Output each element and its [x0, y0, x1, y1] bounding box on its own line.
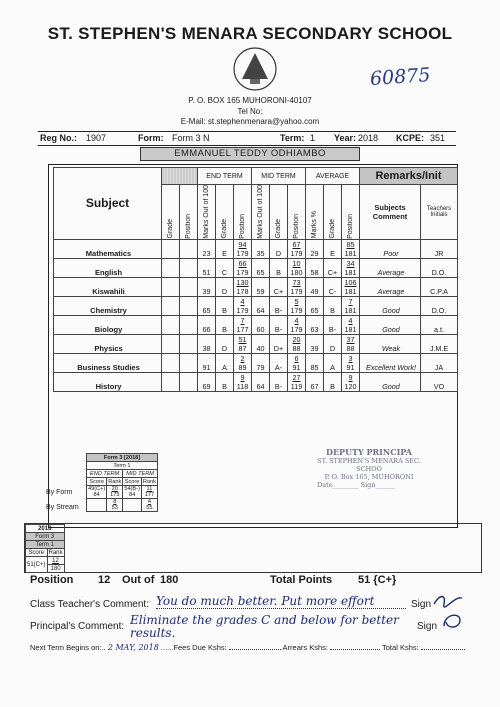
name: Business Studies [77, 362, 140, 372]
initials: J.M.E [429, 343, 449, 353]
mid-grade: B- [274, 381, 283, 391]
avg-grade: B [330, 305, 335, 315]
position-col: Position [185, 213, 192, 239]
end-pos: 130 [236, 277, 249, 287]
table-row [54, 277, 458, 296]
position-label: Position [30, 574, 74, 586]
end-pos: 51 [238, 334, 247, 344]
initials: JR [434, 248, 444, 258]
mid-marks: 35 [256, 248, 265, 258]
avg-grade: C+ [327, 267, 338, 277]
kcpe-value: 351 [430, 133, 446, 143]
end-marks: 65 [202, 305, 211, 315]
form-end-rank-sub: 175 [110, 492, 120, 498]
subject-name [54, 296, 162, 315]
form-end-rank: 20 [111, 486, 118, 492]
avg-position-col: Position [347, 213, 354, 239]
table-row [54, 239, 458, 258]
summary-rank-h2: Rank [142, 478, 156, 485]
end-term-header: END TERM [198, 168, 252, 185]
average-header: AVERAGE [306, 168, 360, 185]
school-tel: Tel No: [237, 107, 263, 116]
end-grade: B [222, 381, 227, 391]
comment: Average [377, 267, 405, 277]
term-summary-table [86, 453, 158, 512]
initials: D.O. [431, 267, 447, 277]
name: Physics [94, 343, 123, 353]
deputy-principal-stamp: DEPUTY PRINCIPA ST. STEPHEN'S MENARA SEC. SCHOO P. O. Box 165, MUHORONI Date________ Sign______ [313, 447, 425, 507]
end-marks: 66 [202, 324, 211, 334]
subject-name [54, 258, 162, 277]
subject-name [54, 239, 162, 258]
mid-of: 180 [290, 267, 303, 277]
end-grade: D [221, 343, 228, 353]
term-value: 1 [310, 133, 316, 143]
handwritten-number: 60875 [369, 63, 432, 91]
mid-grade: C+ [273, 286, 284, 296]
comment: Good [382, 324, 400, 334]
stamp-sign: Sign [360, 481, 376, 489]
end-of: 118 [236, 381, 249, 391]
avg-of: 88 [346, 343, 355, 353]
mid-pos: 73 [292, 277, 301, 287]
avg: 49 [310, 286, 319, 296]
avg-pos: 85 [346, 239, 355, 249]
avg-pos: 7 [348, 296, 353, 306]
comment: Good [382, 305, 400, 315]
end-of: 179 [236, 267, 249, 277]
mid-of: 179 [290, 286, 303, 296]
principal-label: Principal's Comment: [30, 621, 125, 632]
avg-grade: A [330, 362, 335, 372]
avg-pos: 106 [344, 277, 357, 287]
avg: 65 [310, 305, 319, 315]
mid-grade: B [276, 267, 281, 277]
term-label: Term: [280, 133, 305, 143]
class-teacher-comment: You do much better. Put more effort [156, 594, 406, 609]
avg-pos: 3 [348, 353, 353, 363]
end-of: 89 [238, 362, 247, 372]
initials: a.t. [434, 324, 444, 334]
end-grade: B [222, 305, 227, 315]
grade-col: Grade [167, 219, 174, 239]
subject-name [54, 315, 162, 334]
principal-sign-label: Sign [417, 621, 438, 632]
name: Biology [94, 324, 123, 334]
mid-of: 179 [290, 248, 303, 258]
mid-grade: B- [274, 305, 283, 315]
avg-pos: 34 [346, 258, 355, 268]
end-pos: 2 [240, 353, 245, 363]
reg-no: 1907 [86, 133, 107, 143]
end-marks: 51 [202, 267, 211, 277]
end-grade: B [222, 324, 227, 334]
mid-pos: 5 [294, 296, 299, 306]
end-marks-col: Marks Out of 100 [203, 185, 210, 239]
remarks-header: Remarks/Init [360, 168, 458, 185]
summary-score-h2: Score [124, 478, 140, 485]
avg-pos: 4 [348, 315, 353, 325]
form-mid-score-sub: 84 [128, 492, 136, 498]
summary2-rank: 12 [52, 557, 59, 564]
name: English [94, 267, 123, 277]
avg-of: 181 [344, 324, 357, 334]
end-marks: 23 [202, 248, 211, 258]
summary-title: Form 3 [2018] [87, 454, 158, 462]
comment: Average [377, 286, 405, 296]
stream-mid-rank-sub: 55 [146, 505, 153, 511]
mid-of: 91 [292, 362, 301, 372]
table-row [54, 372, 458, 391]
name: History [95, 381, 122, 391]
form-end-score: 49(C+) [88, 486, 106, 492]
end-grade: D [221, 286, 228, 296]
mid-pos: 67 [292, 239, 301, 249]
school-email: E-Mail: st.stephenmenara@yahoo.com [180, 117, 320, 126]
avg-grade: B [330, 381, 335, 391]
mid-marks: 64 [256, 305, 265, 315]
avg-of: 181 [344, 305, 357, 315]
form-label: Form: [138, 133, 164, 143]
end-of: 179 [236, 305, 249, 315]
subjects-comment-header: Subjects Comment [360, 185, 421, 240]
subject-name [54, 372, 162, 391]
footer-line [30, 643, 465, 652]
form-mid-rank: 11 [146, 486, 153, 492]
avg: 85 [310, 362, 319, 372]
form-value: Form 3 N [172, 133, 210, 143]
subject-name [54, 353, 162, 372]
mid-pos: 4 [294, 315, 299, 325]
school-address: P. O. BOX 165 MUHORONI-40107 [188, 96, 312, 105]
stamp-line1: ST. STEPHEN'S MENARA SEC. SCHOO [317, 457, 421, 473]
avg-of: 181 [344, 248, 357, 258]
initials: VO [433, 381, 445, 391]
summary2-score-h: Score [26, 549, 48, 557]
out-of-value: 180 [160, 574, 179, 586]
summary-end-term: END TERM [87, 470, 123, 478]
stream-end-rank: 8 [113, 499, 117, 505]
avg-marks-col: Marks % [311, 211, 318, 239]
subject-header: Subject [54, 168, 162, 240]
mid-pos: 6 [294, 353, 299, 363]
initials: JA [434, 362, 444, 372]
year-summary-table [25, 524, 65, 573]
mid-marks: 64 [256, 381, 265, 391]
avg-of: 181 [344, 286, 357, 296]
comment: Weak [381, 343, 401, 353]
mid-of: 179 [290, 324, 303, 334]
table-row [54, 296, 458, 315]
avg: 58 [310, 267, 319, 277]
by-form-label: By Form [46, 489, 73, 496]
summary2-year: 2018 [26, 525, 65, 533]
summary-rank-h1: Rank [108, 478, 122, 485]
name: Kiswahili [92, 286, 125, 296]
mid-of: 119 [290, 381, 303, 391]
subject-name [54, 277, 162, 296]
principal-comment: Eliminate the grades C and below for better results. [130, 613, 399, 640]
avg: 67 [310, 381, 319, 391]
end-marks: 69 [202, 381, 211, 391]
summary2-score: 51(C+) [26, 557, 48, 573]
mid-grade-col: Grade [275, 219, 282, 239]
end-position-col: Position [239, 213, 246, 239]
stream-end-rank-sub: 53 [111, 505, 118, 511]
end-of: 177 [236, 324, 249, 334]
mid-marks-col: Marks Out of 100 [257, 185, 264, 239]
mid-grade: A- [274, 362, 283, 372]
summary2-term: Term 1 [26, 541, 65, 549]
reg-label: Reg No.: [40, 133, 77, 143]
initials: D.O. [431, 305, 447, 315]
avg-pos: 9 [348, 372, 353, 382]
avg-grade: C- [328, 286, 337, 296]
avg: 39 [310, 343, 319, 353]
total-points-value: 51 {C+} [358, 574, 397, 586]
end-grade-col: Grade [221, 219, 228, 239]
mid-grade: B- [274, 324, 283, 334]
comment: Poor [383, 248, 399, 258]
avg-of: 120 [344, 381, 357, 391]
mid-grade: D+ [273, 343, 284, 353]
stamp-line2: P. O. Box 165, MUHORONI [324, 473, 414, 481]
comment: Good [382, 381, 400, 391]
mid-marks: 79 [256, 362, 265, 372]
table-row [54, 315, 458, 334]
total-points-label: Total Points [270, 574, 333, 586]
end-pos: 7 [240, 315, 245, 325]
school-name: ST. STEPHEN'S MENARA SECONDARY SCHOOL [47, 24, 453, 43]
next-term-date: 2 MAY, 2018 [107, 643, 159, 652]
avg: 63 [310, 324, 319, 334]
by-stream-label: By Stream [46, 504, 79, 511]
mid-marks: 60 [256, 324, 265, 334]
school-crest-icon [232, 46, 278, 92]
total-label: Total Kshs: [382, 643, 419, 652]
summary-mid-term: MID TERM [123, 470, 158, 478]
mid-term-header: MID TERM [252, 168, 306, 185]
form-end-score-sub: 84 [93, 492, 100, 498]
mid-pos: 27 [292, 372, 301, 382]
summary2-rank-of: 180 [47, 565, 64, 573]
avg-pos: 37 [346, 334, 355, 344]
summary-term: Term 1 [87, 462, 158, 470]
avg: 29 [310, 248, 319, 258]
class-teacher-sign-label: Sign [411, 599, 432, 610]
mid-position-col: Position [293, 213, 300, 239]
stream-mid-rank: 4 [147, 499, 151, 505]
position-value: 12 [98, 574, 111, 586]
class-teacher-signature-icon [432, 592, 466, 608]
comment: Excellent Work! [366, 362, 416, 372]
avg-grade: E [330, 248, 335, 258]
mid-pos: 10 [292, 258, 301, 268]
year-value: 2018 [358, 133, 379, 143]
end-pos: 94 [238, 239, 247, 249]
end-grade: E [222, 248, 227, 258]
mid-marks: 40 [256, 343, 265, 353]
stamp-date: Date [317, 481, 333, 489]
student-info-bar [38, 131, 456, 146]
class-teacher-label: Class Teacher's Comment: [30, 599, 149, 610]
end-of: 87 [238, 343, 247, 353]
principal-signature-icon [440, 610, 466, 632]
end-grade: A [222, 362, 227, 372]
end-pos: 4 [240, 296, 245, 306]
kcpe-label: KCPE: [396, 133, 425, 143]
summary-score-h1: Score [87, 478, 107, 486]
end-marks: 38 [202, 343, 211, 353]
mid-marks: 59 [256, 286, 265, 296]
table-row [54, 334, 458, 353]
name: Mathematics [85, 248, 132, 258]
subject-name [54, 334, 162, 353]
end-marks: 91 [202, 362, 211, 372]
mid-grade: D [275, 248, 282, 258]
mid-marks: 65 [256, 267, 265, 277]
avg-of: 91 [346, 362, 355, 372]
table-row [54, 353, 458, 372]
end-grade: C [221, 267, 228, 277]
arrears-label: Arrears Kshs: [282, 643, 328, 652]
end-pos: 66 [238, 258, 247, 268]
student-name: EMMANUEL TEDDY ODHIAMBO [140, 147, 360, 161]
stamp-title: DEPUTY PRINCIPA [326, 447, 412, 457]
table-row [54, 258, 458, 277]
year-summary-frame [24, 523, 482, 573]
end-marks: 39 [202, 286, 211, 296]
summary2-form: Form 3 [26, 533, 65, 541]
end-of: 178 [236, 286, 249, 296]
mid-of: 88 [292, 343, 301, 353]
avg-grade: B- [328, 324, 337, 334]
results-table [53, 167, 458, 408]
avg-grade-col: Grade [329, 219, 336, 239]
mid-of: 179 [290, 305, 303, 315]
fees-due-label: ......Fees Due Kshs: [160, 643, 227, 652]
teachers-initials-header: Teachers Initials [421, 185, 458, 240]
avg-of: 181 [344, 267, 357, 277]
year-label: Year: [334, 133, 357, 143]
mid-pos: 20 [292, 334, 301, 344]
form-mid-rank-sub: 177 [144, 492, 155, 498]
totals-line [30, 574, 470, 586]
end-of: 179 [236, 248, 249, 258]
end-pos: 9 [240, 372, 245, 382]
name: Chemistry [90, 305, 127, 315]
summary2-rank-h: Rank [48, 549, 63, 556]
next-term-label: Next Term Begins on:.. [30, 643, 106, 652]
out-of-label: Out of [122, 574, 155, 586]
form-mid-score: 54(B-) [124, 486, 140, 492]
initials: C.P.A [430, 286, 448, 296]
avg-grade: D [329, 343, 336, 353]
